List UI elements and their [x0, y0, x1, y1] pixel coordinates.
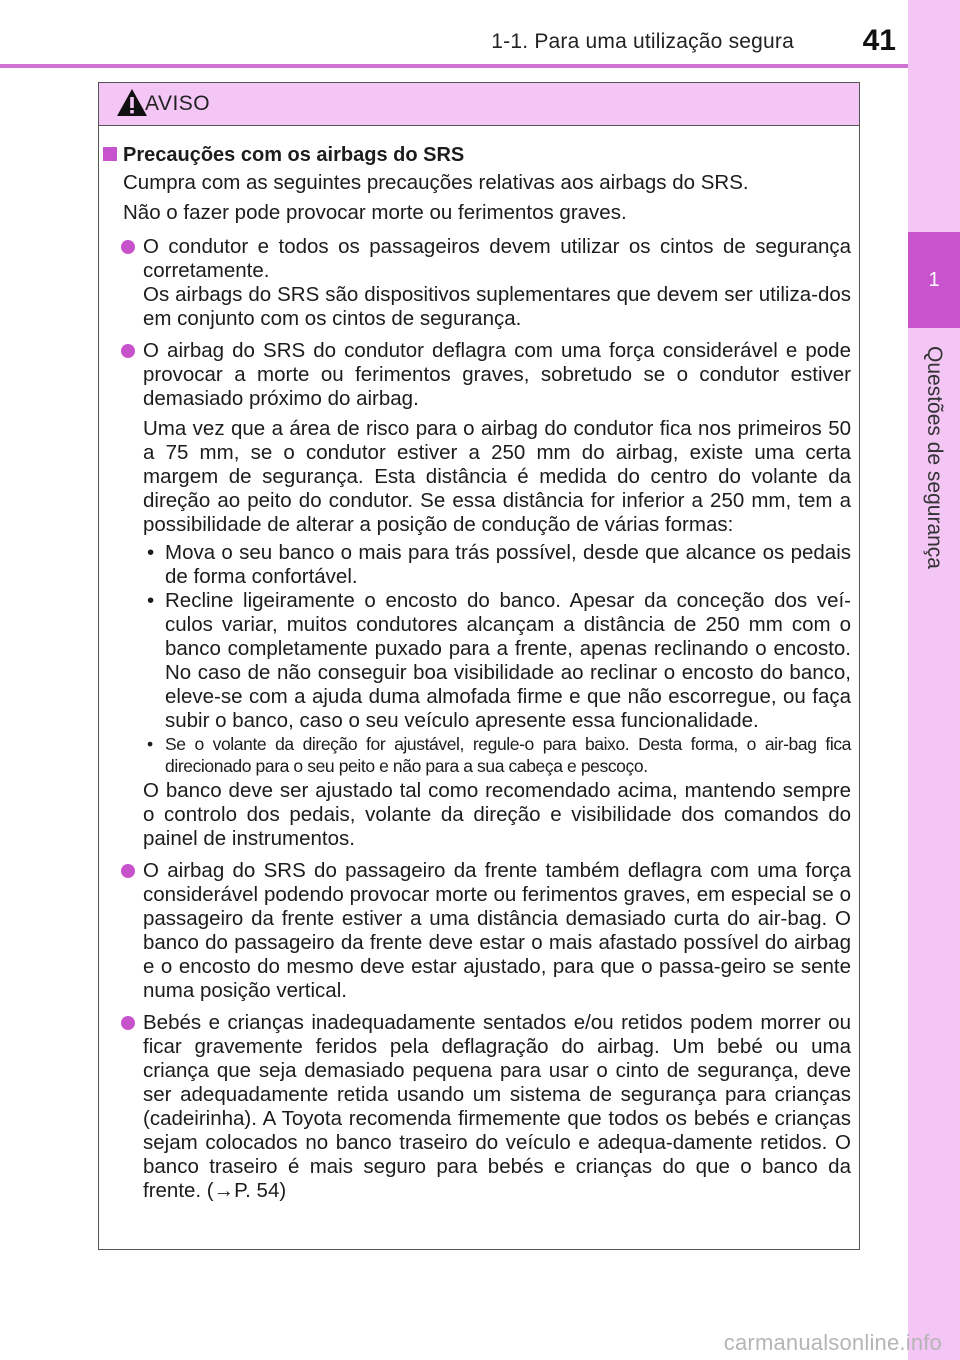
intro-line: Cumpra com as seguintes precauções relativas aos airbags do SRS.	[123, 171, 749, 194]
sub-list-item-text: Mova o seu banco o mais para trás possível, desde que alcance os pedais de forma confortável.	[165, 541, 851, 588]
round-bullet-icon	[121, 240, 135, 254]
sub-list-item	[143, 541, 851, 589]
page-number: 41	[862, 24, 896, 57]
paragraph: O airbag do SRS do condutor deflagra com uma força considerável e pode provocar a morte ou ferimentos graves, sobretudo se o condutor estiver demasiado próximo do airbag.	[143, 339, 851, 410]
list-item	[143, 859, 851, 1003]
header-divider	[0, 64, 908, 68]
list-item	[143, 1011, 851, 1203]
warning-title: AVISO	[145, 92, 211, 115]
chapter-label: Questões de segurança	[923, 346, 946, 569]
round-bullet-icon	[121, 864, 135, 878]
section-heading	[99, 143, 859, 167]
sub-bullet-icon: •	[147, 541, 155, 564]
list-item	[143, 235, 851, 331]
section-heading-text: Precauções com os airbags do SRS	[123, 144, 465, 166]
warning-box	[98, 82, 860, 1250]
paragraph: Os airbags do SRS são dispositivos suplementares que devem ser utiliza-dos em conjunto com os cintos de segurança.	[143, 283, 851, 330]
warning-body	[99, 143, 859, 1211]
paragraph: O airbag do SRS do passageiro da frente também deflagra com uma força considerável podendo provocar morte ou ferimentos graves, em especial se o passageiro da frente estiver a uma distância demasiado curta do air-bag. O banco do passageiro da frente deve estar o mais afastado possível do airbag e o encosto do mesmo deve estar ajustado, para que o passa-geiro se sente numa posição vertical.	[143, 859, 851, 1002]
warning-triangle-icon	[115, 87, 149, 119]
round-bullet-icon	[121, 344, 135, 358]
watermark: carmanualsonline.info	[723, 1330, 942, 1355]
sub-bullet-icon: •	[147, 589, 155, 612]
sub-list-item	[143, 589, 851, 733]
paragraph: Bebés e crianças inadequadamente sentados e/ou retidos podem morrer ou ficar gravemente feridos pela deflagração do airbag. Um bebé ou uma criança que seja demasiado pequena para usar o cinto de segurança, deve ser adequadamente retida usando um sistema de segurança para crianças (cadeirinha). A Toyota recomenda firmemente que todos os bebés e crianças sejam colocados no banco traseiro do veículo e adequa-damente retidos. O banco traseiro é mais seguro para bebés e crianças do que o banco da frente. (→P. 54)	[143, 1011, 851, 1202]
chapter-number-tab: 1	[908, 232, 960, 328]
sub-list-item	[143, 733, 851, 777]
square-bullet-icon	[103, 147, 117, 161]
intro-line: Não o fazer pode provocar morte ou ferimentos graves.	[123, 201, 627, 224]
sub-list-item-text: Se o volante da direção for ajustável, regule-o para baixo. Desta forma, o air-bag fica direcionado para o seu peito e não para a sua cabeça e pescoço.	[165, 734, 851, 776]
side-tab	[908, 0, 960, 1360]
section-title: 1-1. Para uma utilização segura	[491, 30, 794, 53]
sub-list	[143, 541, 851, 777]
round-bullet-icon	[121, 1016, 135, 1030]
paragraph: O condutor e todos os passageiros devem utilizar os cintos de segurança corretamente.	[143, 235, 851, 282]
paragraph: Uma vez que a área de risco para o airbag do condutor fica nos primeiros 50 a 75 mm, se o condutor estiver a 250 mm do airbag, existe uma certa margem de segurança. Esta distância é medida do centro do volante da direção ao peito do condutor. Se essa distância for inferior a 250 mm, tem a possibilidade de alterar a posição de condução de várias formas:	[143, 417, 851, 536]
sub-bullet-icon: •	[147, 734, 153, 754]
list-item	[143, 339, 851, 851]
sub-list-item-text: Recline ligeiramente o encosto do banco. Apesar da conceção dos veí-culos variar, muitos condutores alcançam a distância de 250 mm com o banco completamente puxado para a frente, apenas reclinando o encosto. No caso de não conseguir boa visibilidade ao reclinar o encosto do banco, eleve-se com a ajuda duma almofada firme e que não escorregue, ou faça subir o banco, caso o seu veículo apresente essa funcionalidade.	[165, 589, 851, 732]
paragraph: O banco deve ser ajustado tal como recomendado acima, mantendo sempre o controlo dos pedais, volante da direção e visibilidade dos comandos do painel de instrumentos.	[143, 779, 851, 850]
warning-header	[99, 83, 859, 126]
